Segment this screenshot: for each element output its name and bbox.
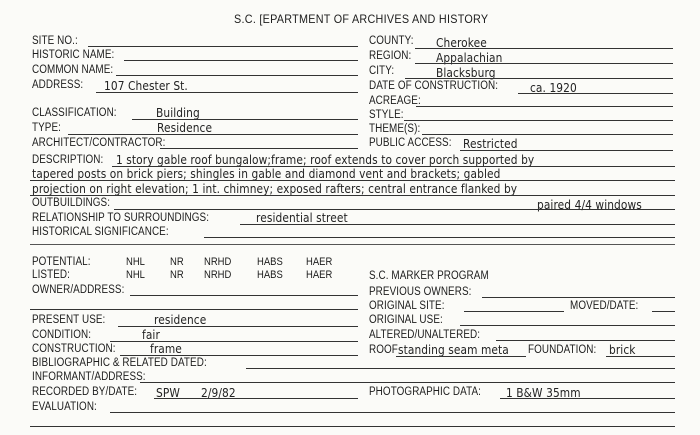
potential-nhl: NHL: [126, 256, 145, 268]
form-title: S.C. [EPARTMENT OF ARCHIVES AND HISTORY: [234, 12, 489, 26]
county-label: COUNTY:: [369, 35, 414, 47]
potential-nrhd: NRHD: [204, 256, 232, 268]
type-value: Residence: [157, 120, 213, 135]
classification-value: Building: [156, 105, 200, 120]
original-use-line: [460, 325, 675, 326]
description-line-1: 1 story gable roof bungalow;frame; roof extends to cover porch supported by: [116, 152, 535, 167]
roof-label: ROOF: [369, 344, 398, 356]
roof-line: [396, 356, 526, 357]
potential-haer: HAER: [306, 256, 333, 268]
recorded-by-date: 2/9/82: [201, 385, 236, 400]
potential-habs: HABS: [257, 256, 283, 268]
outbuildings-line: [114, 209, 675, 210]
date-of-construction-line: [518, 93, 673, 94]
evaluation-line-2: [30, 426, 675, 427]
construction-label: CONSTRUCTION:: [32, 343, 116, 355]
city-value: Blacksburg: [436, 65, 496, 80]
informant-label: INFORMANT/ADDRESS:: [32, 371, 146, 383]
photographic-data-value: 1 B&W 35mm: [506, 385, 581, 400]
address-line: [96, 92, 358, 93]
bibliographic-label: BIBLIOGRAPHIC & RELATED DATED:: [32, 357, 207, 369]
construction-value: frame: [150, 341, 182, 356]
date-of-construction-label: DATE OF CONSTRUCTION:: [369, 80, 499, 92]
informant-line: [140, 382, 675, 383]
listed-nrhd: NRHD: [204, 269, 232, 281]
historical-significance-label: HISTORICAL SIGNIFICANCE:: [32, 226, 169, 238]
owner-address-line-2: [30, 309, 358, 310]
listed-habs: HABS: [257, 269, 283, 281]
bibliographic-line: [246, 368, 675, 369]
outbuildings-label: OUTBUILDINGS:: [32, 197, 111, 209]
roof-value: standing seam meta: [398, 342, 509, 357]
original-use-label: ORIGINAL USE:: [369, 314, 443, 326]
owner-address-line: [130, 295, 358, 296]
foundation-label: FOUNDATION:: [528, 344, 597, 356]
present-use-value: residence: [154, 312, 207, 327]
listed-haer: HAER: [306, 269, 333, 281]
style-line: [404, 120, 673, 121]
condition-line: [110, 341, 358, 342]
county-value: Cherokee: [436, 35, 487, 50]
historic-name-line: [124, 60, 358, 61]
region-label: REGION:: [369, 50, 412, 62]
public-access-label: PUBLIC ACCESS:: [369, 137, 452, 149]
moved-date-label: MOVED/DATE:: [570, 300, 639, 312]
historic-name-label: HISTORIC NAME:: [32, 49, 115, 61]
relationship-label: RELATIONSHIP TO SURROUNDINGS:: [32, 212, 210, 224]
marker-program-label: S.C. MARKER PROGRAM: [369, 270, 489, 282]
type-label: TYPE:: [32, 122, 62, 134]
description-line-3: projection on right elevation; 1 int. chimney; exposed rafters; central entrance flanked by: [32, 181, 518, 196]
description-rule-3: [30, 195, 675, 196]
acreage-label: ACREAGE:: [369, 95, 421, 107]
altered-line: [496, 340, 675, 341]
region-value: Appalachian: [436, 50, 503, 65]
photographic-data-line: [500, 398, 675, 399]
previous-owners-line: [482, 297, 675, 298]
common-name-line: [116, 75, 358, 76]
architect-label: ARCHITECT/CONTRACTOR:: [32, 137, 166, 149]
condition-value: fair: [142, 327, 160, 342]
relationship-line: [240, 224, 675, 225]
foundation-line: [606, 356, 675, 357]
recorded-by-initials: SPW: [156, 385, 180, 400]
city-label: CITY:: [369, 65, 395, 77]
public-access-value: Restricted: [463, 136, 518, 151]
construction-line: [120, 355, 358, 356]
owner-address-label: OWNER/ADDRESS:: [32, 284, 125, 296]
present-use-label: PRESENT USE:: [32, 314, 106, 326]
condition-label: CONDITION:: [32, 329, 92, 341]
previous-owners-label: PREVIOUS OWNERS:: [369, 286, 472, 298]
potential-label: POTENTIAL:: [32, 256, 91, 268]
relationship-value: residential street: [256, 210, 348, 225]
listed-nhl: NHL: [126, 269, 145, 281]
public-access-line: [460, 150, 673, 151]
description-line-2: tapered posts on brick piers; shingles in gable and diamond vent and brackets; gabled: [32, 166, 501, 181]
original-site-line: [464, 311, 564, 312]
altered-label: ALTERED/UNALTERED:: [369, 329, 481, 341]
section-divider: [30, 244, 675, 245]
original-site-label: ORIGINAL SITE:: [369, 300, 445, 312]
acreage-line: [416, 106, 673, 107]
evaluation-line: [110, 412, 675, 413]
address-value: 107 Chester St.: [104, 78, 188, 93]
common-name-label: COMMON NAME:: [32, 64, 114, 76]
type-line: [68, 134, 358, 135]
potential-nr: NR: [170, 256, 184, 268]
historical-significance-line: [204, 237, 675, 238]
site-no-line: [88, 46, 358, 47]
recorded-by-line: [154, 398, 358, 399]
foundation-value: brick: [609, 342, 636, 357]
county-line: [415, 48, 673, 49]
themes-line: [422, 134, 673, 135]
listed-nr: NR: [170, 269, 184, 281]
description-line-4: paired 4/4 windows: [537, 197, 642, 212]
address-label: ADDRESS:: [32, 79, 84, 91]
city-line: [405, 78, 673, 79]
recorded-by-label: RECORDED BY/DATE:: [32, 386, 138, 398]
listed-label: LISTED:: [32, 269, 70, 281]
architect-line: [160, 148, 358, 149]
style-label: STYLE:: [369, 109, 404, 121]
site-no-label: SITE NO.:: [32, 35, 78, 47]
description-label: DESCRIPTION:: [32, 154, 104, 166]
date-of-construction-value: ca. 1920: [530, 80, 577, 95]
evaluation-label: EVALUATION:: [32, 401, 97, 413]
photographic-data-label: PHOTOGRAPHIC DATA:: [369, 386, 482, 398]
themes-label: THEME(S):: [369, 123, 421, 135]
classification-label: CLASSIFICATION:: [32, 107, 117, 119]
moved-date-line: [652, 311, 675, 312]
region-line: [415, 63, 673, 64]
